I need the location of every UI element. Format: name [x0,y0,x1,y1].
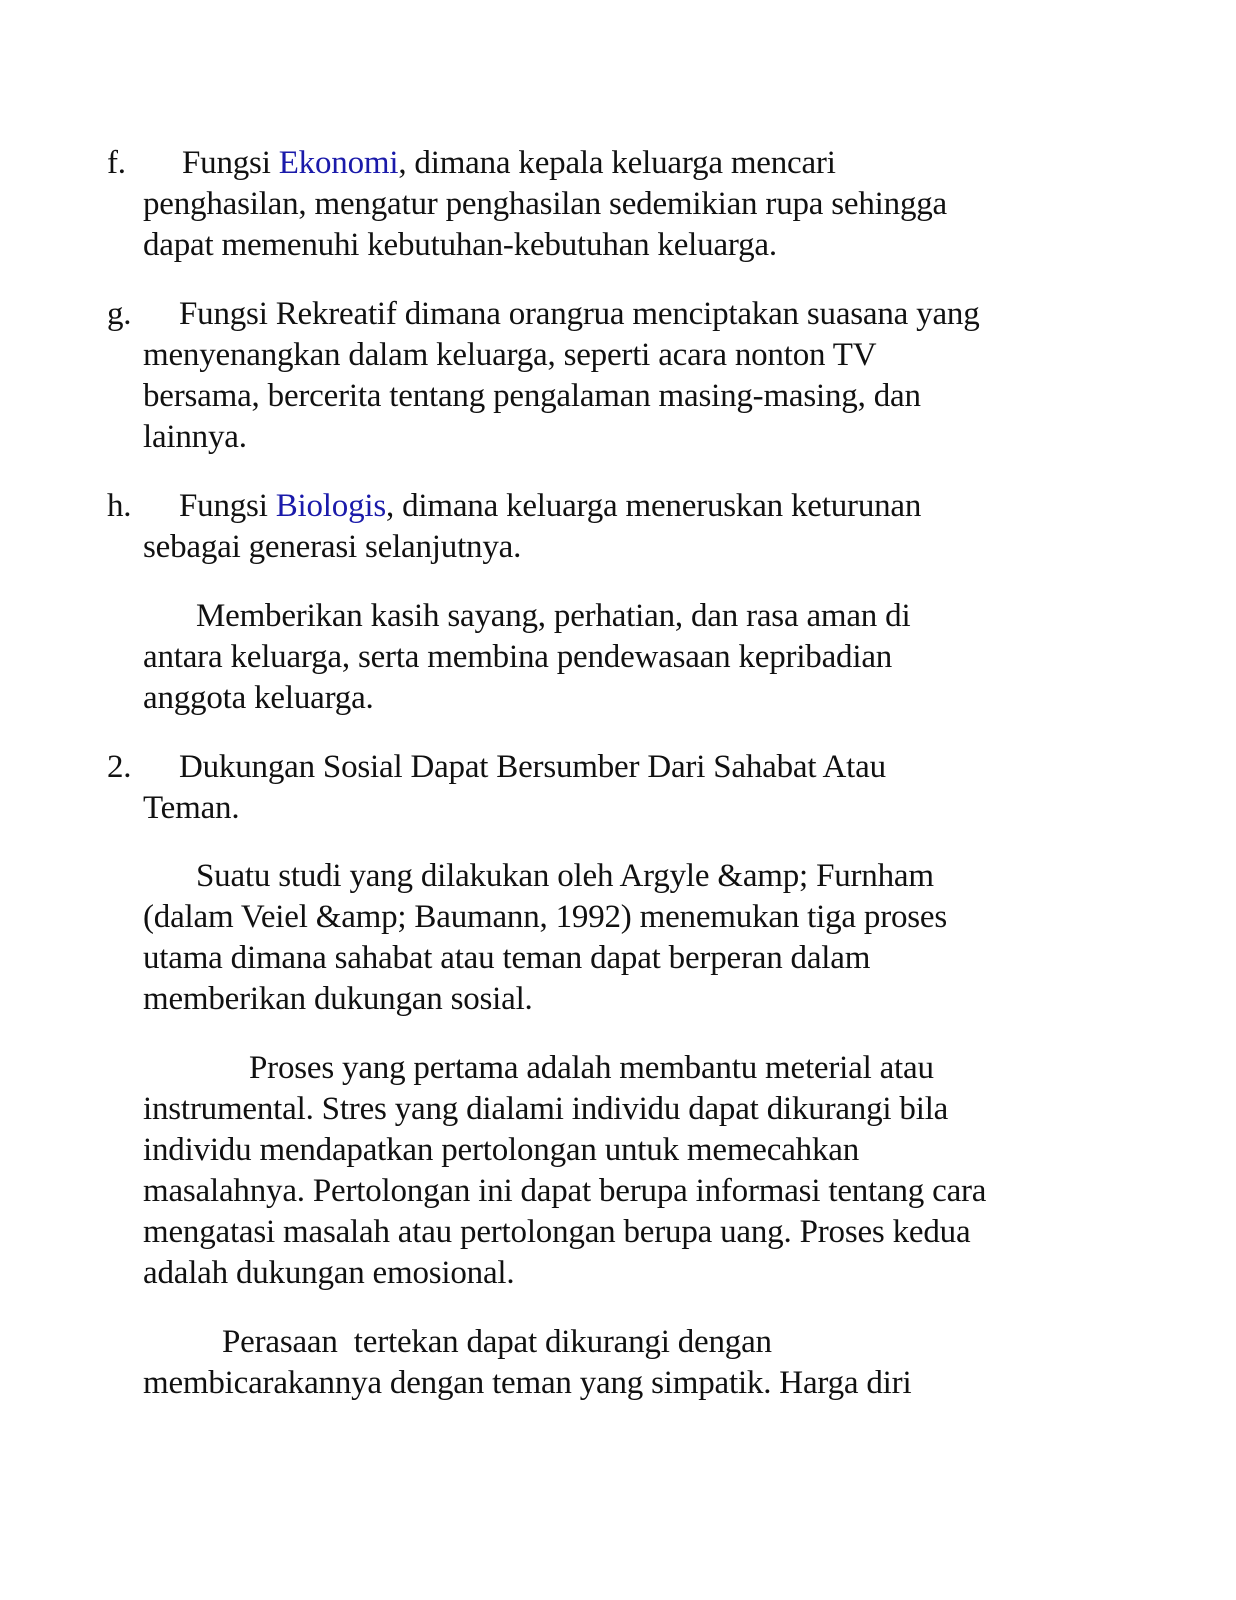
biologis-link[interactable]: Biologis [275,488,386,524]
text-line: Teman. [143,790,240,826]
list-marker: 2. [107,749,132,785]
ekonomi-link[interactable]: Ekonomi [278,145,399,181]
list-marker: f. [107,145,126,181]
list-marker: h. [107,488,132,524]
text-line: Suatu studi yang dilakukan oleh Argyle &amp; Furnham [196,858,934,894]
list-marker: g. [107,296,132,332]
text-line: dapat memenuhi kebutuhan-kebutuhan keluarga. [143,227,777,263]
text-line: (dalam Veiel &amp; Baumann, 1992) menemukan tiga proses [143,899,948,935]
text-line: masalahnya. Pertolongan ini dapat berupa informasi tentang cara [143,1173,987,1209]
text-line: Memberikan kasih sayang, perhatian, dan rasa aman di [196,598,911,634]
text-line: Fungsi Rekreatif dimana orangrua menciptakan suasana yang [179,296,980,332]
text-line: lainnya. [143,419,247,455]
text-line: mengatasi masalah atau pertolongan berupa uang. Proses kedua [143,1214,971,1250]
list-item-first-line [182,143,836,184]
text-line: utama dimana sahabat atau teman dapat berperan dalam [143,940,871,976]
text-segment: , dimana kepala keluarga mencari [398,145,836,181]
text-line: Perasaan tertekan dapat dikurangi dengan [222,1324,772,1360]
text-segment: Fungsi [179,488,276,524]
text-line: menyenangkan dalam keluarga, seperti acara nonton TV [143,337,877,373]
text-segment: Fungsi [182,145,279,181]
list-item-first-line [179,486,921,527]
text-line: penghasilan, mengatur penghasilan sedemikian rupa sehingga [143,186,947,222]
text-line: adalah dukungan emosional. [143,1255,515,1291]
text-line: bersama, bercerita tentang pengalaman masing-masing, dan [143,378,921,414]
text-line: Proses yang pertama adalah membantu meterial atau [249,1050,934,1086]
text-line: instrumental. Stres yang dialami individu dapat dikurangi bila [143,1091,949,1127]
text-line: anggota keluarga. [143,680,374,716]
text-line: sebagai generasi selanjutnya. [143,529,522,565]
text-line: antara keluarga, serta membina pendewasaan kepribadian [143,639,893,675]
text-line: membicarakannya dengan teman yang simpatik. Harga diri [143,1365,912,1401]
text-line: memberikan dukungan sosial. [143,981,533,1017]
text-line: individu mendapatkan pertolongan untuk memecahkan [143,1132,859,1168]
text-segment: , dimana keluarga meneruskan keturunan [385,488,922,524]
text-line: Dukungan Sosial Dapat Bersumber Dari Sahabat Atau [179,749,886,785]
